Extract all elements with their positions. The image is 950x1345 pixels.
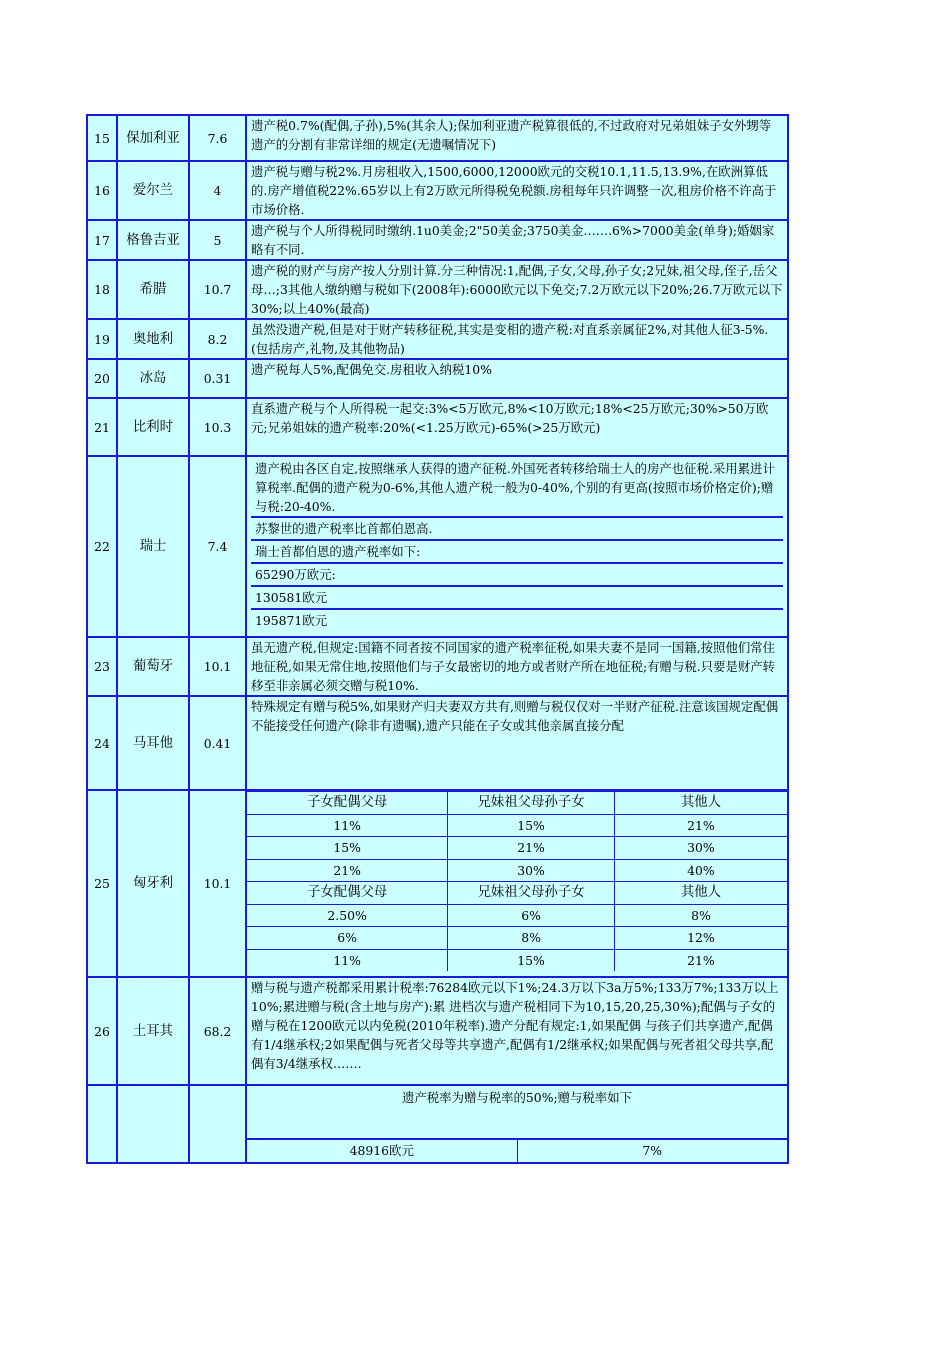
rate-cell: 2.50% xyxy=(247,904,448,927)
row-number xyxy=(87,1085,117,1163)
tax-value: 7.6 xyxy=(189,115,246,161)
row-number: 18 xyxy=(87,260,117,319)
description-line: 65290万欧元: xyxy=(251,564,783,587)
country-name: 葡萄牙 xyxy=(117,637,189,696)
row-number: 20 xyxy=(87,359,117,398)
rate-grid xyxy=(246,790,788,977)
tax-value xyxy=(189,1085,246,1163)
rate-cell: 其他人 xyxy=(614,792,787,815)
tax-description: 遗产税与赠与税2%.月房租收入,1500,6000,12000欧元的交税10.1,11.5,13.9%,在欧洲算低的.房产增值税22%.65岁以上有2万欧元所得税免税额.房租每年只许调整一次,租房价格不许高于市场价格. xyxy=(246,161,788,220)
rate-cell: 21% xyxy=(448,837,615,860)
rate-cell: 30% xyxy=(448,859,615,882)
tax-value: 0.41 xyxy=(189,696,246,790)
rate-cell: 8% xyxy=(448,927,615,950)
country-name: 格鲁吉亚 xyxy=(117,220,189,260)
country-name: 希腊 xyxy=(117,260,189,319)
description-line: 195871欧元 xyxy=(255,613,328,628)
table-row xyxy=(87,161,788,220)
tax-description: 遗产税每人5%,配偶免交.房租收入纳税10% xyxy=(246,359,788,398)
country-name: 奥地利 xyxy=(117,319,189,359)
tax-value: 7.4 xyxy=(189,456,246,637)
rate-cell: 6% xyxy=(448,904,615,927)
description-line: 遗产税由各区自定,按照继承人获得的遗产征税.外国死者转移给瑞士人的房产也征税.采用累进计算税率.配偶的遗产税为0-6%,其他人遗产税一般为0-40%,个别的有更高(按照市场价格定价);赠与税:20-40%. xyxy=(251,457,783,518)
rate-cell: 12% xyxy=(614,927,787,950)
rate-cell: 40% xyxy=(614,859,787,882)
country-name: 马耳他 xyxy=(117,696,189,790)
country-name: 爱尔兰 xyxy=(117,161,189,220)
row-number: 19 xyxy=(87,319,117,359)
row-number: 22 xyxy=(87,456,117,637)
row-number: 21 xyxy=(87,398,117,456)
tax-value: 5 xyxy=(189,220,246,260)
row-number: 24 xyxy=(87,696,117,790)
table-row xyxy=(87,1085,788,1163)
tax-value: 10.7 xyxy=(189,260,246,319)
rate-cell: 21% xyxy=(614,949,787,971)
table-row xyxy=(87,359,788,398)
rate-cell: 15% xyxy=(448,949,615,971)
table-row xyxy=(87,220,788,260)
row-number: 16 xyxy=(87,161,117,220)
rate-cell: 8% xyxy=(614,904,787,927)
tax-description: 虽无遗产税,但规定:国籍不同者按不同国家的遗产税率征税,如果夫妻不是同一国籍,按照他们常住地征税,如果无常住地,按照他们与子女最密切的地方或者财产所在地征税;有赠与税.只要是财产转移至非亲属必须交赠与税10%. xyxy=(246,637,788,696)
tax-table xyxy=(86,114,789,1164)
row-number: 15 xyxy=(87,115,117,161)
rate-cell: 11% xyxy=(247,814,448,837)
country-name: 瑞士 xyxy=(117,456,189,637)
rate-cell: 30% xyxy=(614,837,787,860)
country-name: 匈牙利 xyxy=(117,790,189,977)
tax-description-lines xyxy=(246,456,788,637)
tax-value: 68.2 xyxy=(189,977,246,1085)
rate-cell: 6% xyxy=(247,927,448,950)
rate-cell: 子女配偶父母 xyxy=(247,792,448,815)
table-row xyxy=(87,398,788,456)
tax-value: 8.2 xyxy=(189,319,246,359)
table-row xyxy=(87,696,788,790)
tax-description: 遗产税与个人所得税同时缴纳.1u0美金;2"50美金;3750美金…….6%>7000美金(单身);婚姻家略有不同. xyxy=(246,220,788,260)
tax-description: 特殊规定有赠与税5%,如果财产归夫妻双方共有,则赠与税仅仅对一半财产征税.注意该国规定配偶不能接受任何遗产(除非有遗嘱),遗产只能在子女或其他亲属直接分配 xyxy=(246,696,788,790)
tax-value: 4 xyxy=(189,161,246,220)
tax-description: 遗产税的财产与房产按人分别计算.分三种情况:1,配偶,子女,父母,孙子女;2兄妹,祖父母,侄子,岳父母…;3其他人缴纳赠与税如下(2008年):6000欧元以下免交;7.2万欧元以下20%;26.7万欧元以下30%;以上40%(最高) xyxy=(246,260,788,319)
rate-cell: 兄妹祖父母孙子女 xyxy=(448,792,615,815)
rate-cell: 15% xyxy=(448,814,615,837)
rate-cell: 子女配偶父母 xyxy=(247,882,448,905)
country-name: 保加利亚 xyxy=(117,115,189,161)
table-row xyxy=(87,977,788,1085)
row-number: 17 xyxy=(87,220,117,260)
table-row xyxy=(87,115,788,161)
table-row xyxy=(87,260,788,319)
description-line: 瑞士首都伯恩的遗产税率如下: xyxy=(251,541,783,564)
tax-description: 直系遗产税与个人所得税一起交:3%<5万欧元,8%<10万欧元;18%<25万欧元;30%>50万欧元;兄弟姐妹的遗产税率:20%(<1.25万欧元)-65%(>25万欧元) xyxy=(246,398,788,456)
tax-description: 遗产税0.7%(配偶,子孙),5%(其余人);保加利亚遗产税算很低的,不过政府对兄弟姐妹子女外甥等遗产的分割有非常详细的规定(无遗嘱情况下) xyxy=(246,115,788,161)
country-name: 比利时 xyxy=(117,398,189,456)
row-number: 25 xyxy=(87,790,117,977)
tax-description xyxy=(246,1085,788,1163)
description-line: 苏黎世的遗产税率比首都伯恩高. xyxy=(251,518,783,541)
rate-cell: 48916欧元 xyxy=(247,1140,517,1162)
rate-cell: 21% xyxy=(247,859,448,882)
rate-cell: 21% xyxy=(614,814,787,837)
rate-cell: 其他人 xyxy=(614,882,787,905)
tax-description: 虽然没遗产税,但是对于财产转移征税,其实是变相的遗产税:对直系亲属征2%,对其他人征3-5%.(包括房产,礼物,及其他物品) xyxy=(246,319,788,359)
tax-value: 10.1 xyxy=(189,790,246,977)
country-name: 冰岛 xyxy=(117,359,189,398)
tax-value: 10.1 xyxy=(189,637,246,696)
country-name xyxy=(117,1085,189,1163)
tax-value: 0.31 xyxy=(189,359,246,398)
rate-cell: 11% xyxy=(247,949,448,971)
row-number: 26 xyxy=(87,977,117,1085)
rate-cell: 兄妹祖父母孙子女 xyxy=(448,882,615,905)
table-row xyxy=(87,790,788,977)
rate-cell: 7% xyxy=(517,1140,787,1162)
table-row xyxy=(87,456,788,637)
table-row xyxy=(87,637,788,696)
tax-description: 赠与税与遗产税都采用累计税率:76284欧元以下1%;24.3万以下3a万5%;133万7%;133万以上10%;累进赠与税(含土地与房产):累 进档次与遗产税相同下为10,15,20,25,30%);配偶与子女的赠与税在1200欧元以内免税(2010年税率).遗产分配有规定:1,如果配偶 与孩子们共享遗产,配偶有1/4继承权;2如果配偶与死者父母等共享遗产,配偶有1/2继承权;如果配偶与死者祖父母共享,配偶有3/4继承权……. xyxy=(246,977,788,1085)
country-name: 土耳其 xyxy=(117,977,189,1085)
row-number: 23 xyxy=(87,637,117,696)
rate-cell: 15% xyxy=(247,837,448,860)
description-line: 130581欧元 xyxy=(251,587,783,610)
table-row xyxy=(87,319,788,359)
caption: 遗产税率为赠与税率的50%;赠与税率如下 xyxy=(247,1086,787,1140)
tax-value: 10.3 xyxy=(189,398,246,456)
